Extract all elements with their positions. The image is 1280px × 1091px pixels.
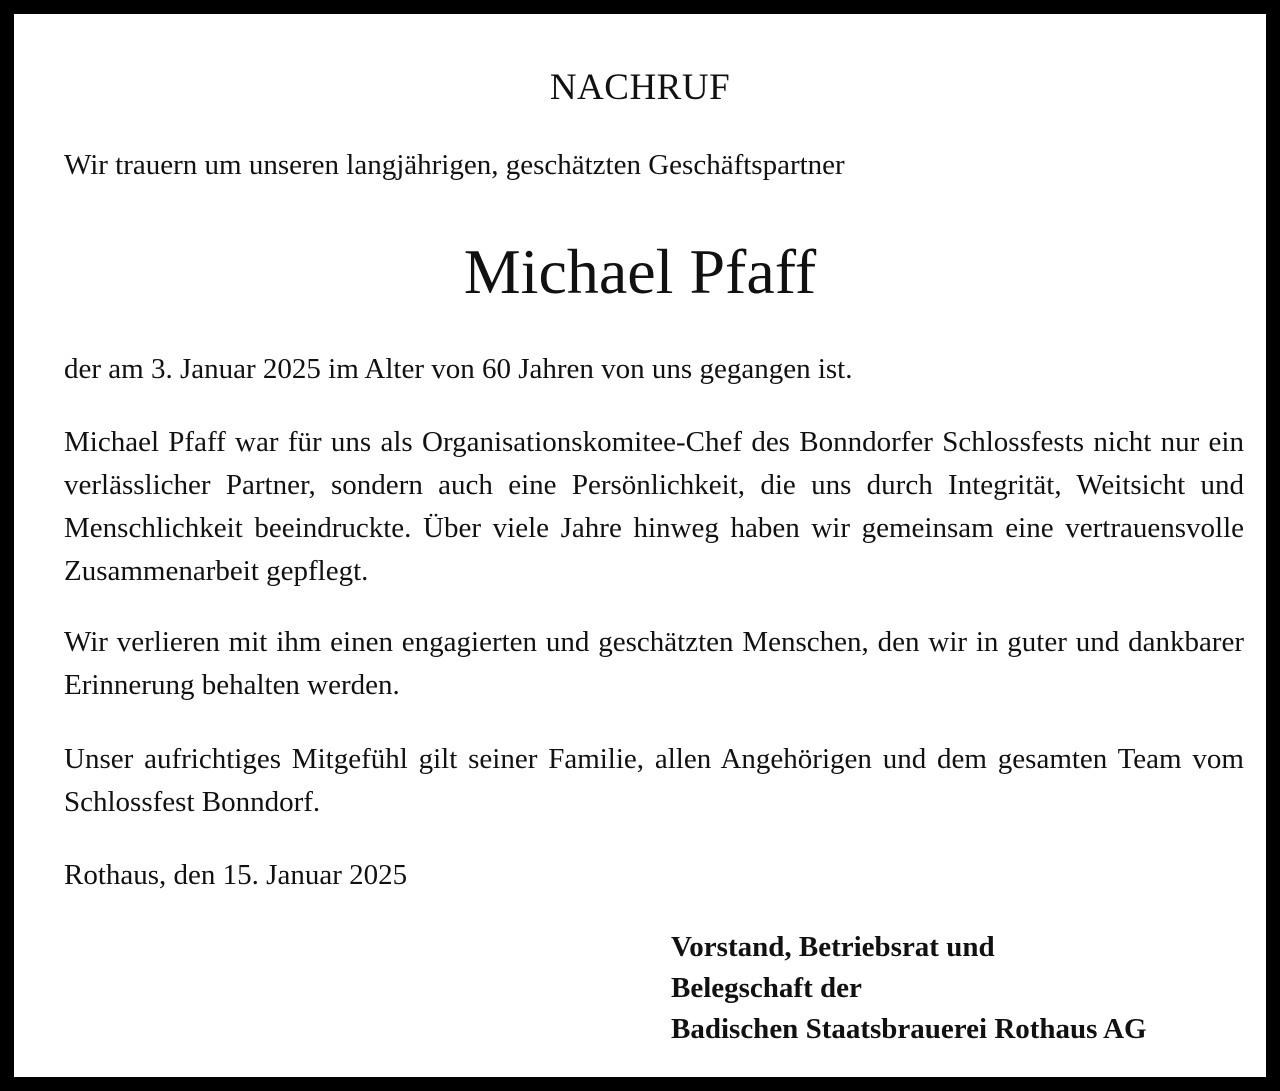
condolence-paragraph: Unser aufrichtiges Mitgefühl gilt seiner Familie, allen Angehörigen und dem gesamten Team vom Schlossfest Bonndorf. bbox=[64, 743, 1244, 818]
signature-line: Badischen Staatsbrauerei Rothaus AG bbox=[671, 1013, 1147, 1045]
place-date: Rothaus, den 15. Januar 2025 bbox=[64, 859, 408, 891]
signature-line: Belegschaft der bbox=[671, 972, 862, 1004]
deceased-name: Michael Pfaff bbox=[463, 236, 817, 307]
tribute-paragraph: Michael Pfaff war für uns als Organisationskomitee-Chef des Bonndorfer Schlossfests nicht nur ein verlässlicher Partner, sondern auch eine Persönlichkeit, die uns durch Integrität, Weitsicht und Menschlichkeit beeindruckte. Über viele Jahre hinweg haben wir gemeinsam eine vertrauensvolle Zusammenarbeit gepflegt. bbox=[64, 426, 1244, 587]
death-date-line: der am 3. Januar 2025 im Alter von 60 Jahren von uns gegangen ist. bbox=[64, 353, 853, 385]
signature-block bbox=[671, 927, 1147, 1050]
notice-heading: NACHRUF bbox=[549, 67, 731, 108]
signature-line: Vorstand, Betriebsrat und bbox=[671, 931, 995, 963]
intro-line: Wir trauern um unseren langjährigen, geschätzten Geschäftspartner bbox=[64, 149, 845, 181]
remembrance-paragraph: Wir verlieren mit ihm einen engagierten und geschätzten Menschen, den wir in guter und dankbarer Erinnerung behalten werden. bbox=[64, 626, 1244, 701]
